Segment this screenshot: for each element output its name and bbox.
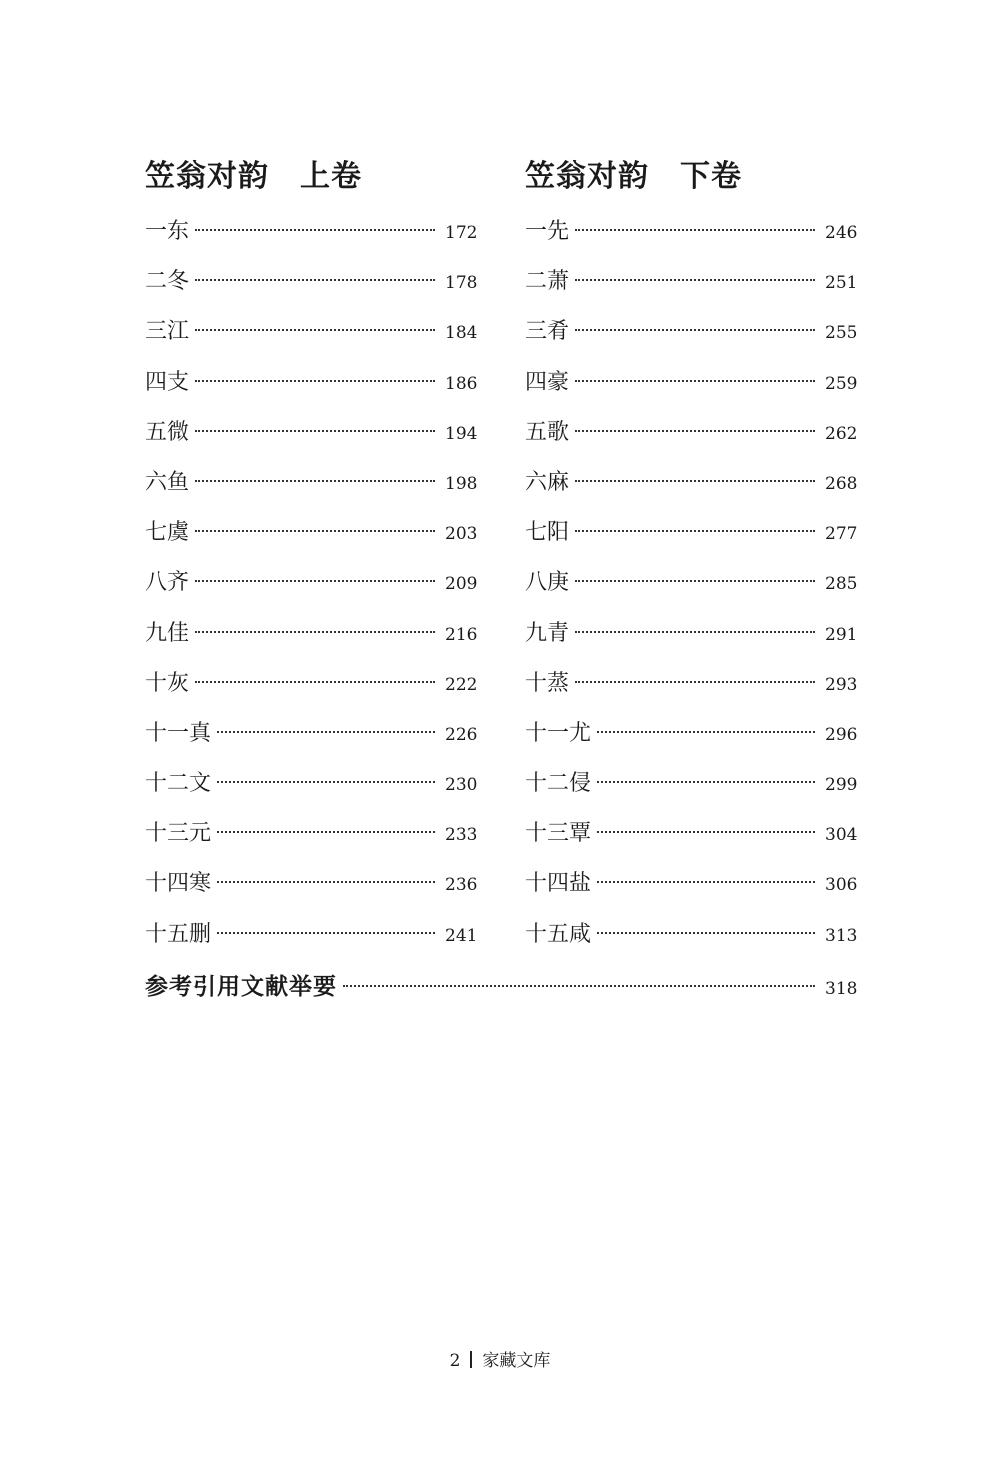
toc-entry[interactable] bbox=[145, 910, 478, 960]
toc-entry-page: 246 bbox=[825, 223, 858, 243]
toc-entry[interactable] bbox=[525, 659, 858, 709]
toc-entry-label: 十三覃 bbox=[525, 821, 592, 847]
dot-leader bbox=[575, 380, 815, 382]
toc-entry-page: 285 bbox=[825, 574, 858, 595]
toc-entry-page: 198 bbox=[445, 473, 478, 494]
dot-leader bbox=[575, 229, 815, 231]
toc-entry-page: 241 bbox=[445, 925, 478, 946]
dot-leader bbox=[343, 985, 815, 987]
toc-entry-label: 参考引用文献举要 bbox=[145, 974, 337, 1000]
toc-entry-label: 十四盐 bbox=[525, 871, 592, 897]
dot-leader bbox=[195, 580, 435, 582]
toc-entry-page: 293 bbox=[825, 674, 858, 695]
toc-entry-label: 十五删 bbox=[145, 921, 212, 947]
toc-entry-label: 四支 bbox=[145, 369, 190, 395]
toc-entry-page: 296 bbox=[825, 724, 858, 745]
toc-entry-page: 251 bbox=[825, 273, 858, 294]
toc-entry[interactable] bbox=[525, 609, 858, 659]
dot-leader bbox=[217, 881, 435, 883]
toc-entry[interactable] bbox=[145, 609, 478, 659]
toc-entry[interactable] bbox=[145, 358, 478, 408]
dot-leader bbox=[575, 530, 815, 532]
toc-entry-page: 236 bbox=[445, 875, 478, 896]
dot-leader bbox=[195, 279, 435, 281]
dot-leader bbox=[195, 380, 435, 382]
toc-entry-label: 十五咸 bbox=[525, 921, 592, 947]
dot-leader bbox=[575, 631, 815, 633]
dot-leader bbox=[195, 530, 435, 532]
toc-list-lower bbox=[525, 207, 858, 960]
toc-entry-page: 255 bbox=[825, 323, 858, 344]
toc-entry-label: 二萧 bbox=[525, 269, 570, 295]
series-name: 家藏文库 bbox=[482, 1351, 551, 1371]
toc-entry[interactable] bbox=[145, 859, 478, 909]
toc-volume-lower bbox=[525, 155, 858, 960]
toc-entry-page: 259 bbox=[825, 373, 858, 394]
dot-leader bbox=[597, 881, 815, 883]
dot-leader bbox=[195, 229, 435, 231]
dot-leader bbox=[597, 932, 815, 934]
toc-entry[interactable] bbox=[145, 809, 478, 859]
dot-leader bbox=[575, 480, 815, 482]
toc-entry-label: 一东 bbox=[145, 219, 190, 244]
toc-entry-page: 233 bbox=[445, 825, 478, 846]
dot-leader bbox=[217, 781, 435, 783]
toc-entry-page: 299 bbox=[825, 775, 858, 796]
toc-entry-references[interactable] bbox=[145, 962, 858, 1012]
toc-entry-page: 268 bbox=[825, 473, 858, 494]
toc-entry-page: 318 bbox=[825, 979, 858, 999]
toc-entry[interactable] bbox=[525, 358, 858, 408]
toc-entry-label: 八齐 bbox=[145, 570, 190, 596]
toc-entry-label: 一先 bbox=[525, 219, 570, 244]
toc-entry-page: 313 bbox=[825, 925, 858, 946]
toc-entry-label: 八庚 bbox=[525, 570, 570, 596]
toc-entry-label: 五微 bbox=[145, 419, 190, 445]
toc-entry[interactable] bbox=[145, 307, 478, 357]
toc-entry-page: 216 bbox=[445, 624, 478, 645]
toc-entry-page: 186 bbox=[445, 373, 478, 394]
toc-entry-page: 209 bbox=[445, 574, 478, 595]
toc-entry[interactable] bbox=[145, 659, 478, 709]
toc-entry-label: 二冬 bbox=[145, 269, 190, 295]
dot-leader bbox=[195, 631, 435, 633]
dot-leader bbox=[597, 781, 815, 783]
toc-entry[interactable] bbox=[525, 257, 858, 307]
toc-entry[interactable] bbox=[525, 859, 858, 909]
dot-leader bbox=[575, 329, 815, 331]
toc-entry-label: 六鱼 bbox=[145, 469, 190, 495]
toc-entry[interactable] bbox=[525, 307, 858, 357]
toc-entry[interactable] bbox=[525, 910, 858, 960]
toc-entry[interactable] bbox=[525, 508, 858, 558]
dot-leader bbox=[575, 279, 815, 281]
toc-entry-label: 十蒸 bbox=[525, 670, 570, 696]
toc-entry-page: 306 bbox=[825, 875, 858, 896]
dot-leader bbox=[575, 430, 815, 432]
toc-entry-label: 三肴 bbox=[525, 319, 570, 345]
dot-leader bbox=[195, 681, 435, 683]
toc-entry-label: 六麻 bbox=[525, 469, 570, 495]
toc-entry[interactable] bbox=[145, 207, 478, 257]
toc-entry-label: 九佳 bbox=[145, 620, 190, 646]
toc-entry[interactable] bbox=[145, 458, 478, 508]
toc-entry[interactable] bbox=[525, 558, 858, 608]
toc-entry-label: 九青 bbox=[525, 620, 570, 646]
toc-entry-page: 178 bbox=[445, 273, 478, 294]
toc-entry[interactable] bbox=[145, 709, 478, 759]
toc-entry[interactable] bbox=[525, 809, 858, 859]
toc-entry-label: 十一尤 bbox=[525, 720, 592, 746]
page-number: 2 bbox=[449, 1351, 461, 1371]
toc-entry-label: 十一真 bbox=[145, 720, 212, 746]
toc-entry-label: 七阳 bbox=[525, 520, 570, 546]
toc-entry[interactable] bbox=[145, 558, 478, 608]
toc-entry-label: 十二侵 bbox=[525, 771, 592, 797]
dot-leader bbox=[217, 731, 435, 733]
toc-entry-page: 262 bbox=[825, 423, 858, 444]
toc-entry-label: 十四寒 bbox=[145, 871, 212, 897]
toc-entry-page: 277 bbox=[825, 524, 858, 545]
toc-entry-page: 222 bbox=[445, 674, 478, 695]
toc-entry[interactable] bbox=[145, 759, 478, 809]
dot-leader bbox=[597, 731, 815, 733]
toc-entry[interactable] bbox=[525, 207, 858, 257]
toc-entry-label: 七虞 bbox=[145, 520, 190, 546]
toc-entry-label: 十三元 bbox=[145, 821, 212, 847]
toc-entry-page: 194 bbox=[445, 423, 478, 444]
toc-entry[interactable] bbox=[525, 408, 858, 458]
dot-leader bbox=[217, 932, 435, 934]
dot-leader bbox=[195, 430, 435, 432]
toc-entry-page: 304 bbox=[825, 825, 858, 846]
dot-leader bbox=[217, 831, 435, 833]
toc-entry-label: 三江 bbox=[145, 319, 190, 345]
toc-entry-label: 十灰 bbox=[145, 670, 190, 696]
dot-leader bbox=[597, 831, 815, 833]
toc-entry[interactable] bbox=[525, 458, 858, 508]
toc-volume-upper bbox=[145, 155, 478, 960]
toc-entry-page: 184 bbox=[445, 323, 478, 344]
toc-entry[interactable] bbox=[145, 508, 478, 558]
volume-title-lower: 笠翁对韵 下卷 bbox=[525, 159, 742, 194]
toc-entry-page: 230 bbox=[445, 775, 478, 796]
toc-entry[interactable] bbox=[145, 257, 478, 307]
toc-entry-label: 五歌 bbox=[525, 419, 570, 445]
dot-leader bbox=[195, 480, 435, 482]
toc-entry-label: 十二文 bbox=[145, 771, 212, 797]
toc-list-upper bbox=[145, 207, 478, 960]
toc-entry-label: 四豪 bbox=[525, 369, 570, 395]
toc-entry[interactable] bbox=[525, 759, 858, 809]
toc-entry-page: 203 bbox=[445, 524, 478, 545]
dot-leader bbox=[575, 681, 815, 683]
dot-leader bbox=[195, 329, 435, 331]
toc-entry-page: 291 bbox=[825, 624, 858, 645]
volume-title-upper: 笠翁对韵 上卷 bbox=[145, 159, 362, 194]
toc-entry[interactable] bbox=[525, 709, 858, 759]
toc-entry-page: 172 bbox=[445, 223, 478, 243]
toc-entry[interactable] bbox=[145, 408, 478, 458]
dot-leader bbox=[575, 580, 815, 582]
footer-separator bbox=[470, 1351, 472, 1368]
toc-entry-page: 226 bbox=[445, 724, 478, 745]
page-footer bbox=[0, 1346, 1000, 1371]
